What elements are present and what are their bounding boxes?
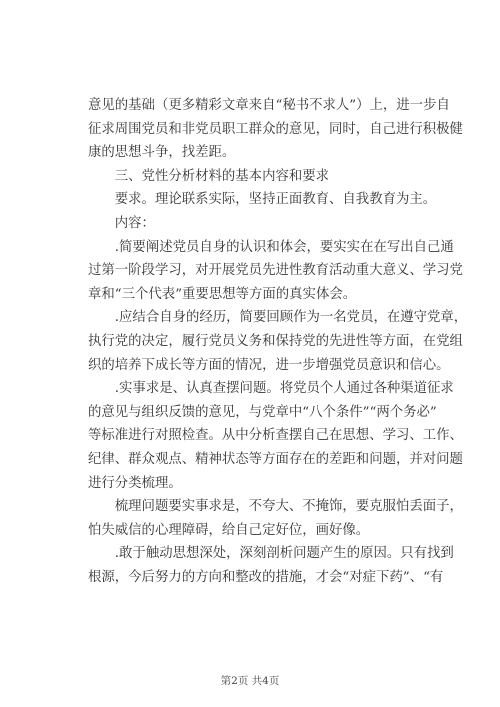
text-line: 进行分类梳理。 <box>88 475 182 491</box>
text-line: 内容： <box>88 215 155 231</box>
text-line: 要求。理论联系实际，坚持正面教育、自我教育为主。 <box>88 192 437 208</box>
text-line: 征求周围党员和非党员职工群众的意见，同时，自己进行积极健 <box>88 121 463 137</box>
text-line: 意见的基础（更多精彩文章来自“秘书不求人”）上，进一步自 <box>88 98 450 113</box>
text-line: .敢于触动思想深处，深刻剖析问题产生的原因。只有找到 <box>88 546 454 562</box>
text-line: 过第一阶段学习，对开展党员先进性教育活动重大意义、学习党 <box>88 263 463 279</box>
text-line: 纪律、群众观点、精神状态等方面存在的差距和问题，并对问题 <box>88 451 463 467</box>
text-line: 三、党性分析材料的基本内容和要求 <box>88 168 330 184</box>
text-line: 根源，今后努力的方向和整改的措施，才会“对症下药”、“有 <box>88 569 444 585</box>
text-line: .应结合自身的经历，简要回顾作为一名党员，在遵守党章， <box>88 310 468 326</box>
text-line: 等标准进行对照检查。从中分析查摆自己在思想、学习、工作、 <box>88 428 463 444</box>
text-line: .简要阐述党员自身的认识和体会，要实实在在写出自己通 <box>88 239 454 255</box>
text-line: 康的思想斗争，找差距。 <box>88 145 236 161</box>
text-line: 执行党的决定，履行党员义务和保持党的先进性等方面，在党组 <box>88 333 463 349</box>
text-line: 怕失威信的心理障碍，给自己定好位，画好像。 <box>88 522 370 538</box>
text-line: 梳理问题要实事求是，不夸大、不掩饰，要克服怕丢面子， <box>88 499 463 515</box>
page-footer: 第2页 共4页 <box>220 675 280 687</box>
text-line: 的意见与组织反馈的意见，与党章中“八个条件”“两个务必” <box>88 404 437 420</box>
document-body <box>88 94 468 589</box>
text-line: 章和“三个代表”重要思想等方面的真实体会。 <box>88 286 357 302</box>
text-line: 织的培养下成长等方面的情况，进一步增强党员意识和信心。 <box>88 357 450 373</box>
text-line: .实事求是、认真查摆问题。将党员个人通过各种渠道征求 <box>88 381 454 397</box>
